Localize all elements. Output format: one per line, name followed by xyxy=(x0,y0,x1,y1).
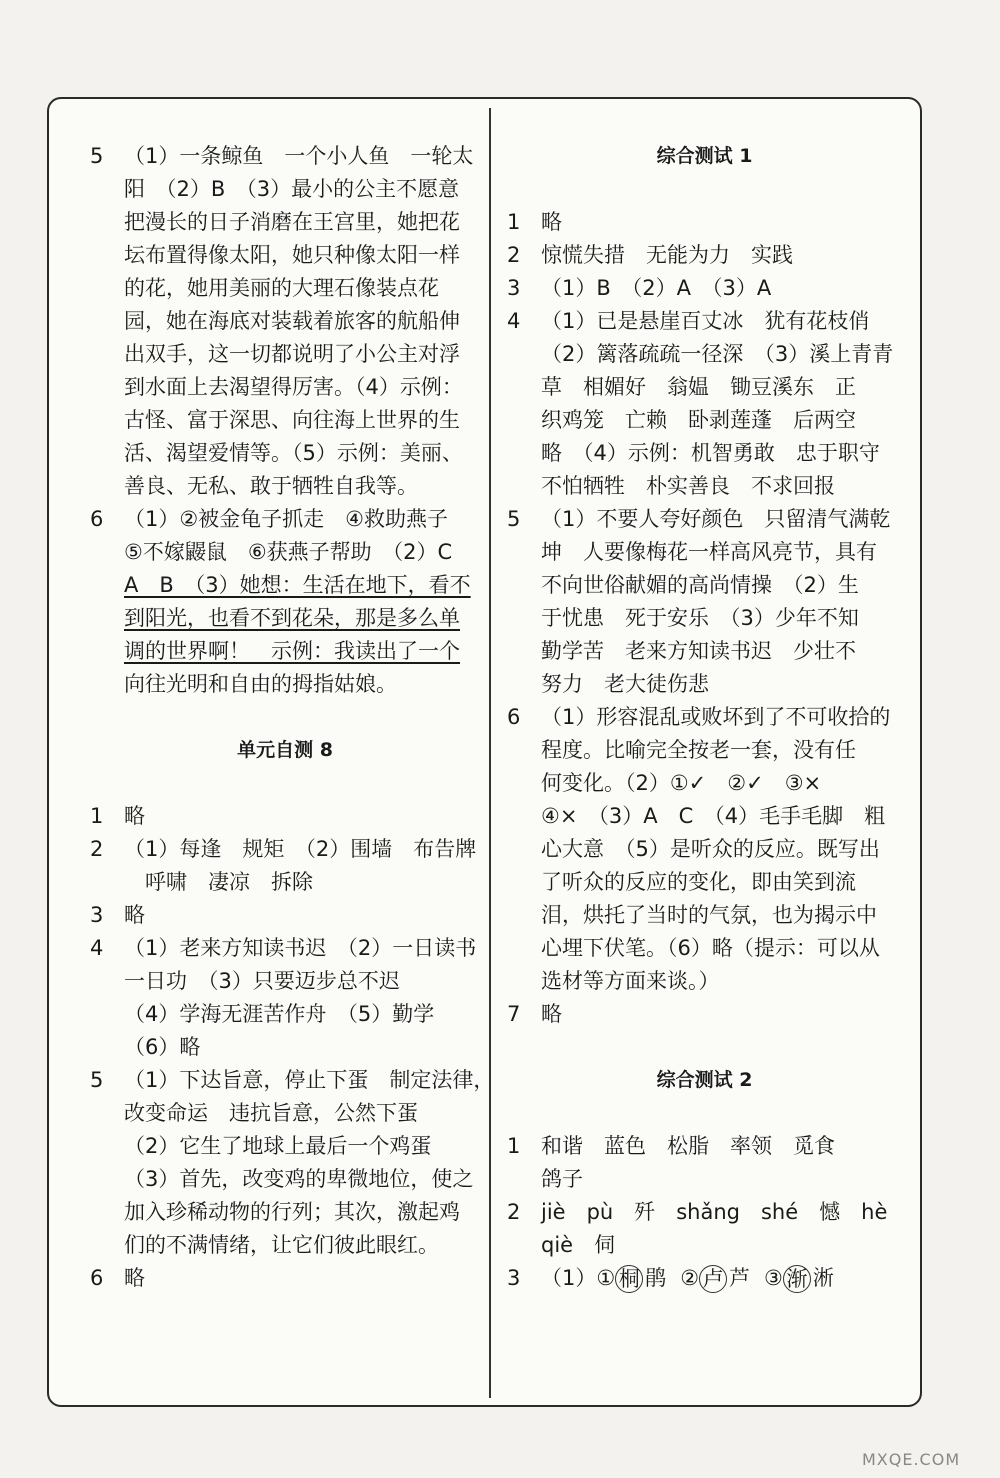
answer-line xyxy=(507,701,902,734)
answer-line xyxy=(90,1097,480,1130)
answer-text: （1）下达旨意，停止下蛋 制定法律， xyxy=(124,1068,495,1092)
answer-line xyxy=(90,965,480,998)
answer-line xyxy=(90,206,480,239)
answer-text: 出双手，这一切都说明了小公主对浮 xyxy=(124,342,460,366)
answer-text: ⑤不嫁鼹鼠 ⑥获燕子帮助 （2）C xyxy=(124,540,453,564)
answer-text: 选材等方面来谈。） xyxy=(541,969,720,993)
answer-text: 略 xyxy=(541,1002,562,1026)
answer-line xyxy=(507,1229,902,1262)
answer-line xyxy=(507,800,902,833)
answer-line xyxy=(90,635,480,668)
answer-text: 略 xyxy=(124,804,145,828)
answer-line xyxy=(507,734,902,767)
answer-line xyxy=(90,800,480,833)
column-divider xyxy=(489,108,491,1398)
section-title: 综合测试 1 xyxy=(656,145,753,167)
answer-text xyxy=(541,1262,834,1295)
answer-text: 活、渴望爱情等。（5）示例：美丽、 xyxy=(124,441,463,465)
answer-line xyxy=(90,998,480,1031)
answer-line xyxy=(90,1064,495,1097)
spacer xyxy=(90,767,480,800)
answer-text: 何变化。（2）①✓ ②✓ ③× xyxy=(541,771,822,795)
marker-text: ② xyxy=(680,1266,700,1290)
answer-char: 鹃 xyxy=(645,1266,667,1290)
answer-line xyxy=(507,305,902,338)
answer-line xyxy=(90,503,480,536)
spacer xyxy=(507,173,902,206)
answer-line xyxy=(507,536,902,569)
spacer xyxy=(507,1097,902,1130)
answer-line xyxy=(507,1262,902,1295)
question-number: 1 xyxy=(507,210,521,234)
answer-line xyxy=(90,602,480,635)
answer-line xyxy=(507,1130,902,1163)
answer-text: qiè 伺 xyxy=(541,1233,616,1257)
question-number: 4 xyxy=(507,309,521,333)
answer-text: 织鸡笼 亡赖 卧剥莲蓬 后两空 xyxy=(541,408,856,432)
answer-text: 善良、无私、敢于牺牲自我等。 xyxy=(124,474,418,498)
answer-line xyxy=(507,371,902,404)
answer-line xyxy=(507,404,902,437)
answer-text: （3）首先，改变鸡的卑微地位，使之 xyxy=(124,1167,474,1191)
answer-text: ④× （3）A C （4）毛手毛脚 粗 xyxy=(541,804,886,828)
answer-text: 努力 老大徒伤悲 xyxy=(541,672,709,696)
question-number: 5 xyxy=(90,144,104,168)
answer-text: 阳 （2）B （3）最小的公主不愿意 xyxy=(124,177,460,201)
answer-line xyxy=(507,602,902,635)
answer-line xyxy=(90,899,480,932)
answer-line xyxy=(90,404,480,437)
question-number: 6 xyxy=(90,1266,104,1290)
answer-text: （1）老来方知读书迟 （2）一日读书 xyxy=(124,936,477,960)
answer-line xyxy=(90,1229,480,1262)
answer-line xyxy=(90,1130,480,1163)
answer-text: 鸽子 xyxy=(541,1167,583,1191)
answer-text: （1）②被金龟子抓走 ④救助燕子 xyxy=(124,507,449,531)
answer-line xyxy=(507,932,902,965)
answer-line xyxy=(507,965,902,998)
right-column xyxy=(507,140,902,1295)
answer-text: 草 相媚好 翁媪 锄豆溪东 正 xyxy=(541,375,856,399)
question-number: 3 xyxy=(507,276,521,300)
left-column xyxy=(90,140,495,1295)
answer-text: 心埋下伏笔。（6）略（提示：可以从 xyxy=(541,936,880,960)
question-number: 3 xyxy=(507,1266,521,1290)
answer-line xyxy=(507,866,902,899)
answer-line xyxy=(507,470,902,503)
answer-text: （1）已是悬崖百丈冰 犹有花枝俏 xyxy=(541,309,870,333)
answer-line xyxy=(90,239,480,272)
spacer xyxy=(507,1031,902,1064)
answer-text: 到阳光，也看不到花朵，那是多么单 xyxy=(124,606,460,630)
answer-line xyxy=(90,932,480,965)
answer-char: 淅 xyxy=(812,1266,834,1290)
answer-text: 不怕牺牲 朴实善良 不求回报 xyxy=(541,474,835,498)
question-number: 5 xyxy=(507,507,521,531)
answer-text: 心大意 （5）是听众的反应。既写出 xyxy=(541,837,880,861)
answer-line xyxy=(90,1031,480,1064)
answer-text: 改变命运 违抗旨意，公然下蛋 xyxy=(124,1101,418,1125)
answer-line xyxy=(90,866,480,899)
answer-line xyxy=(507,668,902,701)
answer-line xyxy=(90,569,480,602)
answer-line xyxy=(90,305,480,338)
question-number: 6 xyxy=(507,705,521,729)
answer-line xyxy=(90,272,480,305)
circled-char: 卢 xyxy=(699,1265,727,1293)
answer-text: 把漫长的日子消磨在王宫里，她把花 xyxy=(124,210,460,234)
answer-text: 呼啸 凄凉 拆除 xyxy=(124,870,313,894)
answer-text: 们的不满情绪，让它们彼此眼红。 xyxy=(124,1233,439,1257)
question-number: 3 xyxy=(90,903,104,927)
question-number: 1 xyxy=(507,1134,521,1158)
spacer xyxy=(90,701,480,734)
answer-text: 于忧患 死于安乐 （3）少年不知 xyxy=(541,606,859,630)
answer-text: 惊慌失措 无能为力 实践 xyxy=(541,243,793,267)
answer-line xyxy=(90,140,480,173)
answer-text: 到水面上去渴望得厉害。（4）示例： xyxy=(124,375,463,399)
answer-text: （1）形容混乱或败坏到了不可收拾的 xyxy=(541,705,891,729)
question-number: 5 xyxy=(90,1068,104,1092)
answer-text: 的花，她用美丽的大理石像装点花 xyxy=(124,276,439,300)
answer-line xyxy=(90,1163,480,1196)
answer-text: A B （3）她想：生活在地下，看不 xyxy=(124,573,471,597)
question-number: 2 xyxy=(507,1200,521,1224)
answer-line xyxy=(507,833,902,866)
answer-text: 坛布置得像太阳，她只种像太阳一样 xyxy=(124,243,460,267)
answer-text: 略 （4）示例：机智勇敢 忠于职守 xyxy=(541,441,880,465)
answer-text: 略 xyxy=(541,210,562,234)
answer-line xyxy=(90,1196,480,1229)
question-number: 6 xyxy=(90,507,104,531)
answer-line xyxy=(90,833,480,866)
answer-text: 泪，烘托了当时的气氛，也为揭示中 xyxy=(541,903,877,927)
answer-line xyxy=(90,371,480,404)
answer-line xyxy=(507,503,902,536)
answer-line xyxy=(507,569,902,602)
marker-text: ③ xyxy=(764,1266,783,1290)
answer-text: （6）略 xyxy=(124,1035,201,1059)
question-number: 2 xyxy=(507,243,521,267)
answer-line xyxy=(507,239,902,272)
question-number: 4 xyxy=(90,936,104,960)
answer-line xyxy=(507,998,902,1031)
circled-char: 桐 xyxy=(615,1265,643,1293)
answer-text: （1）每逢 规矩 （2）围墙 布告牌 xyxy=(124,837,477,861)
answer-text: 古怪、富于深思、向往海上世界的生 xyxy=(124,408,460,432)
section-title: 综合测试 2 xyxy=(656,1069,753,1091)
answer-text: 勤学苦 老来方知读书迟 少壮不 xyxy=(541,639,856,663)
answer-line xyxy=(507,206,902,239)
answer-line xyxy=(90,536,480,569)
answer-text: 向往光明和自由的拇指姑娘。 xyxy=(124,672,397,696)
answer-text: （2）篱落疏疏一径深 （3）溪上青青 xyxy=(541,342,894,366)
answer-text: 不向世俗献媚的高尚情操 （2）生 xyxy=(541,573,859,597)
question-number: 7 xyxy=(507,1002,521,1026)
answer-line xyxy=(90,1262,480,1295)
answer-char: 芦 xyxy=(729,1266,751,1290)
answer-text: （1）不要人夸好颜色 只留清气满乾 xyxy=(541,507,891,531)
answer-text: （2）它生了地球上最后一个鸡蛋 xyxy=(124,1134,432,1158)
answer-text: 略 xyxy=(124,1266,145,1290)
prefix-text: （1）① xyxy=(541,1266,616,1290)
answer-text: 和谐 蓝色 松脂 率领 觅食 xyxy=(541,1134,835,1158)
answer-line xyxy=(507,767,902,800)
answer-text: 一日功 （3）只要迈步总不迟 xyxy=(124,969,400,993)
answer-line xyxy=(90,338,480,371)
circled-char: 渐 xyxy=(783,1265,811,1293)
answer-line xyxy=(507,1163,902,1196)
answer-text: （4）学海无涯苦作舟 （5）勤学 xyxy=(124,1002,435,1026)
answer-line xyxy=(507,272,902,305)
answer-line xyxy=(507,437,902,470)
answer-text: 坤 人要像梅花一样高风亮节，具有 xyxy=(541,540,877,564)
answer-text: （1）一条鲸鱼 一个小人鱼 一轮太 xyxy=(124,144,474,168)
answer-line xyxy=(507,1196,902,1229)
question-number: 1 xyxy=(90,804,104,828)
watermark-text: MXQE.COM xyxy=(862,1450,961,1469)
question-number: 2 xyxy=(90,837,104,861)
answer-line xyxy=(90,668,480,701)
answer-line xyxy=(507,338,902,371)
answer-text: （1）B （2）A （3）A xyxy=(541,276,772,300)
answer-text: 园，她在海底对装载着旅客的航船伸 xyxy=(124,309,460,333)
answer-line xyxy=(90,470,480,503)
answer-text: 略 xyxy=(124,903,145,927)
answer-text: 程度。比喻完全按老一套，没有任 xyxy=(541,738,856,762)
answer-line xyxy=(90,173,480,206)
answer-line xyxy=(90,437,480,470)
answer-line xyxy=(507,899,902,932)
answer-text: 加入珍稀动物的行列；其次，激起鸡 xyxy=(124,1200,460,1224)
answer-text: 调的世界啊！ 示例：我读出了一个 xyxy=(124,639,460,663)
answer-text: 了听众的反应的变化，即由笑到流 xyxy=(541,870,856,894)
answer-line xyxy=(507,635,902,668)
answer-text: jiè pù 歼 shǎng shé 憾 hè xyxy=(541,1200,888,1224)
section-title: 单元自测 8 xyxy=(237,739,333,761)
